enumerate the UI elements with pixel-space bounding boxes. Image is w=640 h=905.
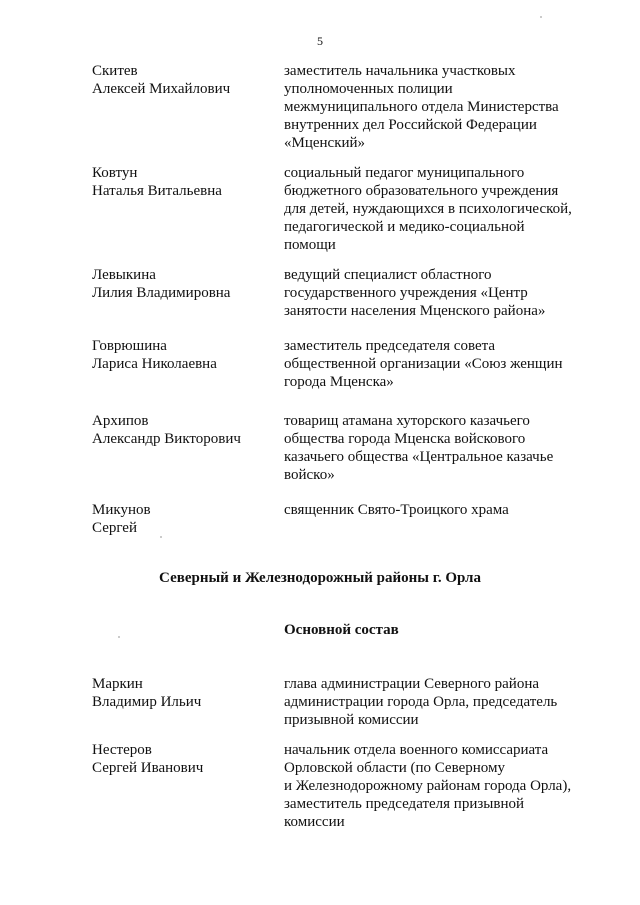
position-line: бюджетного образовательного учреждения [284,183,559,199]
scan-speck [540,16,542,18]
position-line: начальник отдела военного комиссариата [284,742,549,758]
position-line: общества города Мценска войскового [284,431,526,447]
member-position [284,675,594,729]
member-name [92,501,277,537]
member-given-names: Владимир Ильич [92,694,202,710]
position-line: общественной организации «Союз женщин [284,356,563,372]
member-position [284,337,594,391]
position-line: казачьего общества «Центральное казачье [284,449,554,465]
position-line: педагогической и медико-социальной [284,219,525,235]
member-surname: Маркин [92,676,143,692]
position-line: для детей, нуждающихся в психологической, [284,201,572,217]
member-position [284,501,594,519]
position-line: межмуниципального отдела Министерства [284,99,559,115]
member-given-names: Наталья Витальевна [92,183,222,199]
position-line: заместитель начальника участковых [284,63,516,79]
position-line: священник Свято-Троицкого храма [284,502,509,518]
position-line: глава администрации Северного района [284,676,539,692]
position-line: войско» [284,467,335,483]
member-given-names: Сергей Иванович [92,760,204,776]
position-line: комиссии [284,814,345,830]
member-given-names: Лариса Николаевна [92,356,217,372]
position-line: призывной комиссии [284,712,419,728]
scan-speck [118,636,120,638]
member-surname: Нестеров [92,742,152,758]
position-line: города Мценска» [284,374,394,390]
position-line: товарищ атамана хуторского казачьего [284,413,530,429]
position-line: занятости населения Мценского района» [284,303,546,319]
position-line: уполномоченных полиции [284,81,453,97]
member-name [92,164,277,200]
member-surname: Левыкина [92,267,156,283]
position-line: заместитель председателя призывной [284,796,524,812]
position-line: социальный педагог муниципального [284,165,525,181]
scan-speck [160,536,162,538]
position-line: заместитель председателя совета [284,338,496,354]
position-line: ведущий специалист областного [284,267,492,283]
position-line: помощи [284,237,336,253]
position-line: и Железнодорожному районам города Орла), [284,778,572,794]
member-surname: Говрюшина [92,338,167,354]
member-position [284,412,594,484]
member-name [92,675,277,711]
member-name [92,337,277,373]
subsection-title: Основной состав [284,622,399,638]
member-name [92,266,277,302]
member-surname: Скитев [92,63,138,79]
member-position [284,62,594,152]
section-title: Северный и Железнодорожный районы г. Орла [159,570,481,586]
position-line: внутренних дел Российской Федерации [284,117,537,133]
position-line: Орловской области (по Северному [284,760,505,776]
member-given-names: Сергей [92,520,137,536]
page-number: 5 [317,34,323,48]
member-given-names: Александр Викторович [92,431,241,447]
member-name [92,741,277,777]
position-line: администрации города Орла, председатель [284,694,558,710]
member-position [284,164,594,254]
member-name [92,412,277,448]
member-position [284,266,594,320]
member-given-names: Алексей Михайлович [92,81,231,97]
member-surname: Ковтун [92,165,138,181]
member-surname: Микунов [92,502,151,518]
member-surname: Архипов [92,413,149,429]
position-line: государственного учреждения «Центр [284,285,528,301]
member-name [92,62,277,98]
position-line: «Мценский» [284,135,366,151]
member-position [284,741,594,831]
member-given-names: Лилия Владимировна [92,285,231,301]
